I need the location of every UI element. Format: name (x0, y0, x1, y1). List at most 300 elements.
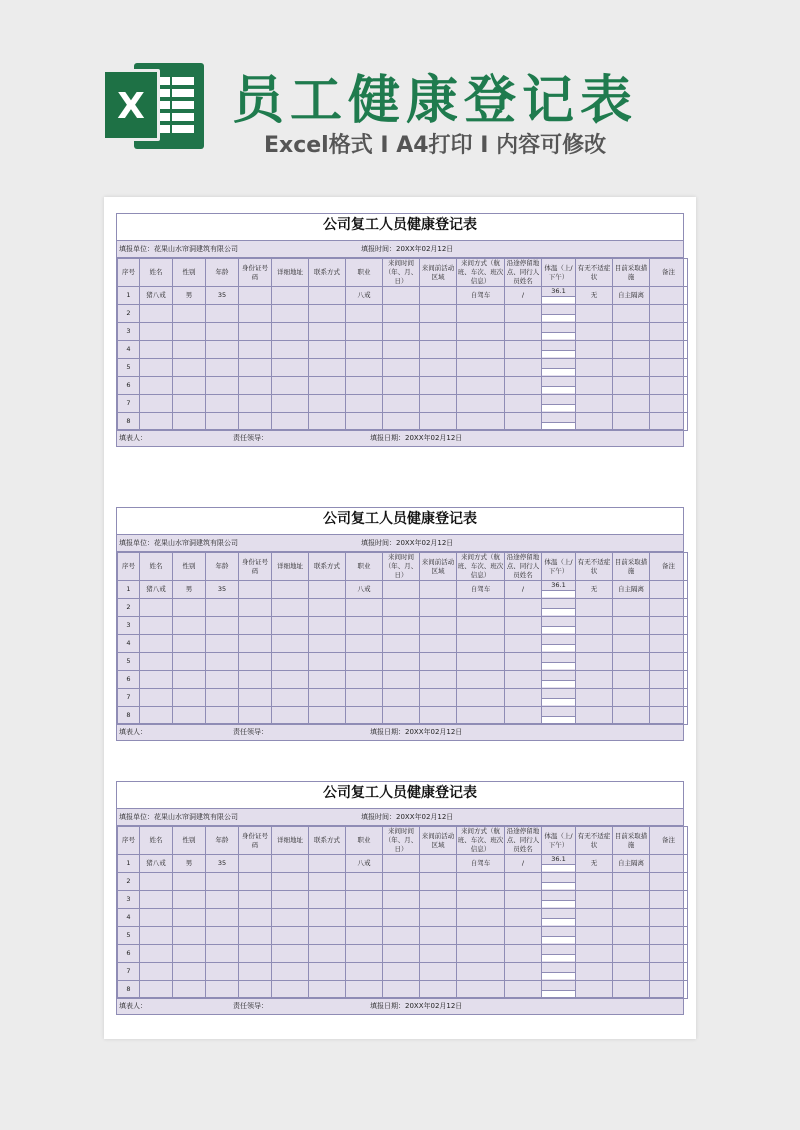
table-cell[interactable] (576, 891, 613, 909)
table-cell[interactable] (309, 287, 346, 305)
table-cell[interactable] (457, 891, 505, 909)
table-cell[interactable] (613, 653, 650, 671)
table-cell[interactable] (457, 671, 505, 689)
table-cell[interactable] (383, 945, 420, 963)
table-cell[interactable]: 2 (118, 305, 140, 323)
table-cell[interactable] (420, 413, 457, 431)
table-cell[interactable] (346, 909, 383, 927)
table-cell[interactable] (613, 963, 650, 981)
table-cell[interactable]: 自主隔离 (613, 855, 650, 873)
table-cell[interactable] (383, 981, 420, 999)
table-cell[interactable] (505, 891, 542, 909)
table-cell[interactable] (346, 689, 383, 707)
table-cell[interactable] (346, 707, 383, 725)
table-cell[interactable]: 8 (118, 707, 140, 725)
table-cell[interactable] (457, 707, 505, 725)
table-cell[interactable] (542, 377, 576, 395)
table-cell[interactable] (383, 599, 420, 617)
table-cell[interactable] (272, 855, 309, 873)
table-cell[interactable] (542, 891, 576, 909)
temperature-input-box[interactable] (542, 386, 575, 393)
table-cell[interactable] (173, 359, 206, 377)
table-cell[interactable] (346, 599, 383, 617)
table-cell[interactable] (505, 359, 542, 377)
table-cell[interactable] (173, 945, 206, 963)
table-cell[interactable] (613, 323, 650, 341)
table-cell[interactable] (650, 963, 688, 981)
table-cell[interactable] (140, 873, 173, 891)
table-cell[interactable] (206, 689, 239, 707)
table-cell[interactable]: 3 (118, 891, 140, 909)
table-cell[interactable] (576, 305, 613, 323)
table-cell[interactable] (140, 653, 173, 671)
table-cell[interactable] (272, 395, 309, 413)
table-cell[interactable]: 八戒 (346, 855, 383, 873)
table-cell[interactable]: 3 (118, 323, 140, 341)
temperature-input-box[interactable] (542, 608, 575, 615)
table-cell[interactable] (613, 689, 650, 707)
table-cell[interactable] (505, 377, 542, 395)
table-cell[interactable] (272, 359, 309, 377)
table-cell[interactable] (206, 909, 239, 927)
table-cell[interactable] (346, 891, 383, 909)
table-cell[interactable] (420, 981, 457, 999)
table-cell[interactable] (420, 945, 457, 963)
table-cell[interactable] (309, 927, 346, 945)
table-cell[interactable] (140, 707, 173, 725)
table-cell[interactable] (173, 963, 206, 981)
table-cell[interactable] (613, 395, 650, 413)
table-cell[interactable] (542, 927, 576, 945)
table-cell[interactable] (650, 671, 688, 689)
table-cell[interactable] (505, 873, 542, 891)
table-cell[interactable]: 自驾车 (457, 855, 505, 873)
table-cell[interactable] (239, 653, 272, 671)
table-cell[interactable] (173, 617, 206, 635)
table-cell[interactable] (650, 395, 688, 413)
table-cell[interactable] (309, 689, 346, 707)
table-cell[interactable] (576, 927, 613, 945)
table-cell[interactable] (650, 689, 688, 707)
table-cell[interactable] (173, 873, 206, 891)
table-cell[interactable] (173, 707, 206, 725)
table-cell[interactable] (505, 707, 542, 725)
table-cell[interactable] (457, 927, 505, 945)
temperature-input-box[interactable] (542, 680, 575, 687)
table-cell[interactable] (576, 671, 613, 689)
table-cell[interactable] (173, 635, 206, 653)
temperature-input-box[interactable] (542, 296, 575, 303)
table-cell[interactable] (173, 395, 206, 413)
table-cell[interactable] (383, 963, 420, 981)
table-cell[interactable] (173, 377, 206, 395)
table-cell[interactable]: 1 (118, 287, 140, 305)
table-cell[interactable] (309, 981, 346, 999)
table-cell[interactable] (457, 981, 505, 999)
table-cell[interactable] (309, 341, 346, 359)
temperature-input-box[interactable] (542, 314, 575, 321)
table-cell[interactable]: 八戒 (346, 287, 383, 305)
table-cell[interactable] (420, 323, 457, 341)
temperature-input-box[interactable] (542, 954, 575, 961)
table-cell[interactable]: 男 (173, 287, 206, 305)
table-cell[interactable] (542, 635, 576, 653)
table-cell[interactable] (420, 305, 457, 323)
table-cell[interactable] (420, 617, 457, 635)
table-cell[interactable] (140, 413, 173, 431)
table-cell[interactable]: / (505, 287, 542, 305)
table-cell[interactable]: 猪八戒 (140, 855, 173, 873)
temperature-input-box[interactable] (542, 350, 575, 357)
table-cell[interactable] (383, 873, 420, 891)
table-cell[interactable] (613, 617, 650, 635)
table-cell[interactable] (346, 927, 383, 945)
table-cell[interactable] (272, 689, 309, 707)
table-cell[interactable] (650, 413, 688, 431)
table-cell[interactable] (272, 909, 309, 927)
table-cell[interactable] (383, 323, 420, 341)
table-cell[interactable] (576, 981, 613, 999)
table-cell[interactable] (650, 891, 688, 909)
table-cell[interactable] (542, 909, 576, 927)
table-cell[interactable] (576, 653, 613, 671)
table-cell[interactable] (239, 855, 272, 873)
table-cell[interactable] (206, 653, 239, 671)
table-cell[interactable] (613, 873, 650, 891)
table-cell[interactable]: 2 (118, 599, 140, 617)
table-cell[interactable]: 5 (118, 653, 140, 671)
table-cell[interactable]: 无 (576, 855, 613, 873)
table-cell[interactable] (505, 395, 542, 413)
table-cell[interactable] (420, 909, 457, 927)
table-cell[interactable]: 7 (118, 689, 140, 707)
table-cell[interactable] (576, 945, 613, 963)
table-cell[interactable] (346, 413, 383, 431)
table-cell[interactable] (272, 963, 309, 981)
table-cell[interactable] (650, 855, 688, 873)
table-cell[interactable] (309, 653, 346, 671)
table-cell[interactable] (457, 873, 505, 891)
table-cell[interactable] (140, 891, 173, 909)
temperature-input-box[interactable] (542, 972, 575, 979)
table-cell[interactable] (272, 707, 309, 725)
table-cell[interactable] (309, 635, 346, 653)
table-cell[interactable] (505, 671, 542, 689)
table-cell[interactable] (383, 689, 420, 707)
table-cell[interactable] (576, 359, 613, 377)
temperature-input-box[interactable] (542, 422, 575, 429)
table-cell[interactable] (505, 927, 542, 945)
table-cell[interactable] (420, 377, 457, 395)
table-cell[interactable] (650, 981, 688, 999)
table-cell[interactable] (650, 927, 688, 945)
table-cell[interactable] (542, 707, 576, 725)
table-cell[interactable] (140, 945, 173, 963)
table-cell[interactable] (239, 909, 272, 927)
table-cell[interactable] (542, 599, 576, 617)
temperature-input-box[interactable] (542, 698, 575, 705)
table-cell[interactable] (542, 323, 576, 341)
table-cell[interactable] (239, 377, 272, 395)
table-cell[interactable]: 2 (118, 873, 140, 891)
temperature-input-box[interactable] (542, 882, 575, 889)
table-cell[interactable]: 6 (118, 671, 140, 689)
temperature-input-box[interactable] (542, 990, 575, 997)
table-cell[interactable] (272, 323, 309, 341)
table-cell[interactable] (383, 891, 420, 909)
table-cell[interactable] (457, 359, 505, 377)
table-cell[interactable] (542, 945, 576, 963)
table-cell[interactable] (346, 305, 383, 323)
table-cell[interactable] (650, 873, 688, 891)
table-cell[interactable] (173, 341, 206, 359)
table-cell[interactable]: 5 (118, 927, 140, 945)
table-cell[interactable] (383, 305, 420, 323)
table-cell[interactable]: 6 (118, 945, 140, 963)
table-cell[interactable] (272, 305, 309, 323)
table-cell[interactable] (239, 341, 272, 359)
table-cell[interactable] (576, 873, 613, 891)
table-cell[interactable] (542, 341, 576, 359)
table-cell[interactable] (239, 359, 272, 377)
table-cell[interactable] (173, 323, 206, 341)
table-cell[interactable] (346, 653, 383, 671)
table-cell[interactable] (542, 617, 576, 635)
table-cell[interactable] (140, 395, 173, 413)
table-cell[interactable]: 自驾车 (457, 287, 505, 305)
table-cell[interactable] (309, 963, 346, 981)
table-cell[interactable] (576, 963, 613, 981)
table-cell[interactable] (346, 635, 383, 653)
table-cell[interactable] (272, 671, 309, 689)
table-cell[interactable] (173, 927, 206, 945)
table-cell[interactable] (542, 287, 576, 305)
table-cell[interactable] (613, 359, 650, 377)
table-cell[interactable]: 4 (118, 341, 140, 359)
table-cell[interactable] (420, 963, 457, 981)
table-cell[interactable]: 4 (118, 635, 140, 653)
table-cell[interactable] (272, 653, 309, 671)
temperature-input-box[interactable] (542, 662, 575, 669)
table-cell[interactable] (206, 599, 239, 617)
table-cell[interactable] (309, 581, 346, 599)
table-cell[interactable] (140, 377, 173, 395)
table-cell[interactable] (309, 617, 346, 635)
table-cell[interactable] (420, 287, 457, 305)
table-cell[interactable] (272, 635, 309, 653)
table-cell[interactable] (576, 689, 613, 707)
table-cell[interactable] (613, 909, 650, 927)
table-cell[interactable] (383, 927, 420, 945)
temperature-input-box[interactable] (542, 626, 575, 633)
table-cell[interactable] (346, 359, 383, 377)
table-cell[interactable]: 35 (206, 581, 239, 599)
table-cell[interactable] (346, 873, 383, 891)
table-cell[interactable] (542, 873, 576, 891)
temperature-input-box[interactable] (542, 936, 575, 943)
table-cell[interactable] (457, 377, 505, 395)
table-cell[interactable] (309, 945, 346, 963)
table-cell[interactable] (173, 671, 206, 689)
table-cell[interactable] (650, 945, 688, 963)
table-cell[interactable] (613, 891, 650, 909)
table-cell[interactable] (309, 305, 346, 323)
table-cell[interactable] (420, 873, 457, 891)
table-cell[interactable] (420, 671, 457, 689)
table-cell[interactable] (239, 323, 272, 341)
table-cell[interactable] (650, 617, 688, 635)
table-cell[interactable] (173, 599, 206, 617)
table-cell[interactable] (206, 981, 239, 999)
table-cell[interactable] (272, 927, 309, 945)
temperature-input-box[interactable] (542, 404, 575, 411)
table-cell[interactable] (140, 909, 173, 927)
temperature-input-box[interactable] (542, 918, 575, 925)
table-cell[interactable] (457, 305, 505, 323)
table-cell[interactable] (206, 413, 239, 431)
table-cell[interactable] (309, 377, 346, 395)
table-cell[interactable] (505, 963, 542, 981)
table-cell[interactable] (457, 945, 505, 963)
temperature-input-box[interactable] (542, 590, 575, 597)
table-cell[interactable] (542, 963, 576, 981)
table-cell[interactable]: 5 (118, 359, 140, 377)
table-cell[interactable] (346, 617, 383, 635)
table-cell[interactable] (346, 671, 383, 689)
table-cell[interactable] (383, 377, 420, 395)
table-cell[interactable] (457, 653, 505, 671)
table-cell[interactable] (239, 891, 272, 909)
table-cell[interactable] (140, 599, 173, 617)
table-cell[interactable] (457, 617, 505, 635)
table-cell[interactable] (505, 689, 542, 707)
table-cell[interactable]: 猪八戒 (140, 287, 173, 305)
table-cell[interactable] (576, 635, 613, 653)
table-cell[interactable] (613, 927, 650, 945)
table-cell[interactable] (576, 707, 613, 725)
table-cell[interactable] (383, 287, 420, 305)
table-cell[interactable]: 自主隔离 (613, 287, 650, 305)
table-cell[interactable] (505, 341, 542, 359)
table-cell[interactable] (505, 617, 542, 635)
table-cell[interactable] (173, 981, 206, 999)
table-cell[interactable]: 猪八戒 (140, 581, 173, 599)
table-cell[interactable] (420, 341, 457, 359)
table-cell[interactable] (420, 635, 457, 653)
table-cell[interactable] (346, 395, 383, 413)
table-cell[interactable] (420, 855, 457, 873)
table-cell[interactable] (576, 341, 613, 359)
table-cell[interactable] (309, 599, 346, 617)
table-cell[interactable] (383, 341, 420, 359)
table-cell[interactable] (383, 707, 420, 725)
table-cell[interactable] (613, 599, 650, 617)
table-cell[interactable] (383, 581, 420, 599)
table-cell[interactable] (239, 599, 272, 617)
table-cell[interactable] (457, 413, 505, 431)
table-cell[interactable] (239, 581, 272, 599)
table-cell[interactable] (309, 873, 346, 891)
table-cell[interactable] (239, 635, 272, 653)
table-cell[interactable] (613, 635, 650, 653)
table-cell[interactable] (140, 963, 173, 981)
table-cell[interactable] (346, 981, 383, 999)
table-cell[interactable] (542, 305, 576, 323)
table-cell[interactable] (272, 287, 309, 305)
table-cell[interactable] (239, 981, 272, 999)
temperature-input-box[interactable] (542, 368, 575, 375)
table-cell[interactable] (383, 395, 420, 413)
table-cell[interactable] (173, 413, 206, 431)
table-cell[interactable] (457, 963, 505, 981)
table-cell[interactable]: 8 (118, 981, 140, 999)
table-cell[interactable] (505, 945, 542, 963)
table-cell[interactable] (420, 707, 457, 725)
table-cell[interactable] (457, 909, 505, 927)
table-cell[interactable]: 7 (118, 963, 140, 981)
table-cell[interactable] (346, 945, 383, 963)
table-cell[interactable] (457, 395, 505, 413)
table-cell[interactable]: / (505, 581, 542, 599)
table-cell[interactable] (206, 963, 239, 981)
table-cell[interactable] (576, 599, 613, 617)
table-cell[interactable] (505, 635, 542, 653)
table-cell[interactable] (140, 927, 173, 945)
table-cell[interactable] (309, 395, 346, 413)
table-cell[interactable] (650, 581, 688, 599)
table-cell[interactable] (542, 981, 576, 999)
table-cell[interactable] (420, 653, 457, 671)
table-cell[interactable]: 8 (118, 413, 140, 431)
table-cell[interactable] (383, 671, 420, 689)
table-cell[interactable] (173, 689, 206, 707)
table-cell[interactable]: 八戒 (346, 581, 383, 599)
table-cell[interactable] (346, 963, 383, 981)
table-cell[interactable] (505, 323, 542, 341)
table-cell[interactable] (239, 287, 272, 305)
table-cell[interactable] (542, 653, 576, 671)
table-cell[interactable] (140, 671, 173, 689)
table-cell[interactable] (239, 671, 272, 689)
table-cell[interactable] (239, 707, 272, 725)
table-cell[interactable] (206, 873, 239, 891)
table-cell[interactable] (650, 909, 688, 927)
temperature-input-box[interactable] (542, 900, 575, 907)
table-cell[interactable] (309, 359, 346, 377)
table-cell[interactable] (420, 927, 457, 945)
table-cell[interactable] (206, 377, 239, 395)
table-cell[interactable] (420, 395, 457, 413)
table-cell[interactable] (420, 599, 457, 617)
table-cell[interactable] (239, 617, 272, 635)
table-cell[interactable] (505, 599, 542, 617)
table-cell[interactable] (346, 377, 383, 395)
table-cell[interactable] (140, 635, 173, 653)
table-cell[interactable] (206, 323, 239, 341)
table-cell[interactable] (206, 617, 239, 635)
table-cell[interactable] (542, 581, 576, 599)
table-cell[interactable] (542, 359, 576, 377)
table-cell[interactable] (383, 653, 420, 671)
table-cell[interactable]: 1 (118, 581, 140, 599)
table-cell[interactable] (140, 689, 173, 707)
table-cell[interactable] (420, 689, 457, 707)
table-cell[interactable] (309, 909, 346, 927)
table-cell[interactable] (542, 413, 576, 431)
table-cell[interactable]: 4 (118, 909, 140, 927)
table-cell[interactable] (140, 617, 173, 635)
table-cell[interactable] (505, 413, 542, 431)
